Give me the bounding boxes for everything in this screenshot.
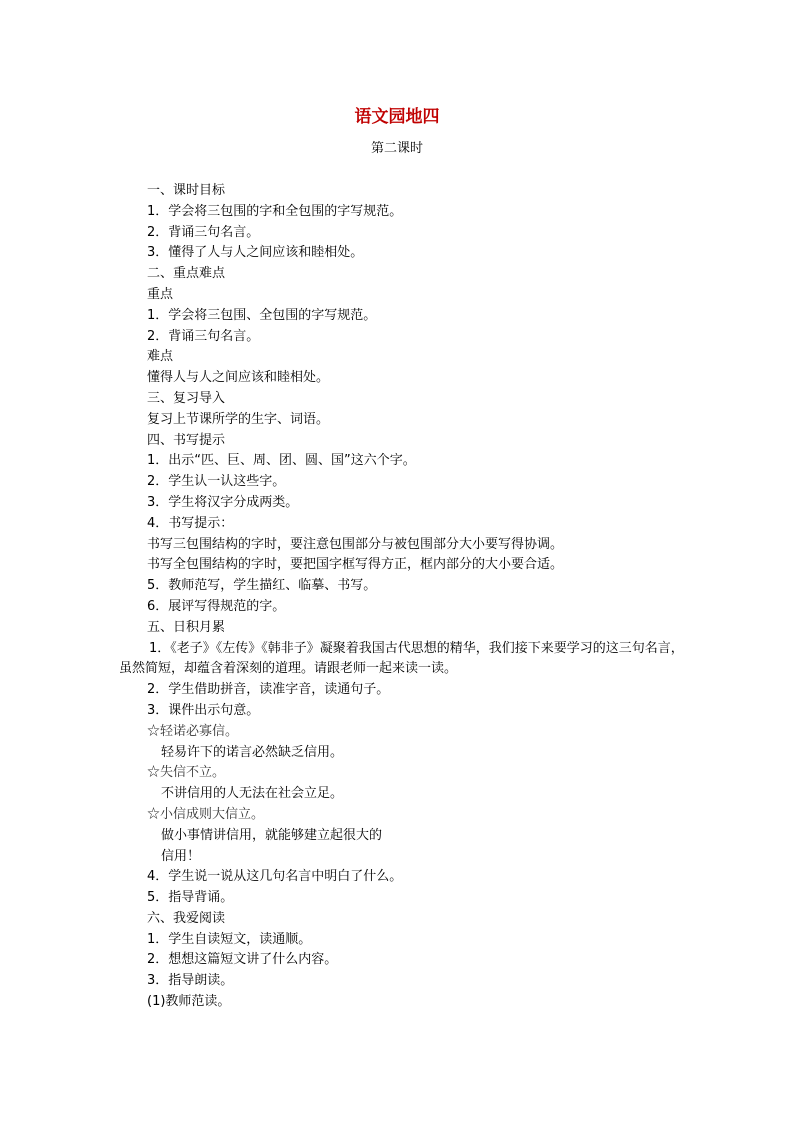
writing-tip-item: 2．学生认一认这些字。 (147, 474, 286, 490)
writing-tip-detail: 书写三包围结构的字时，要注意包围部分与被包围部分大小要写得协调。 (147, 536, 564, 552)
writing-tip-detail: 书写全包围结构的字时，要把国字框写得方正，框内部分的大小要合适。 (147, 557, 564, 573)
objective-item: 1．学会将三包围的字和全包围的字写规范。 (147, 203, 403, 219)
quote-item: ☆轻诺必寡信。 (147, 723, 239, 739)
key-point-item: 1．学会将三包围、全包围的字写规范。 (147, 307, 377, 323)
key-point-item: 2．背诵三句名言。 (147, 328, 260, 344)
difficulty-item: 懂得人与人之间应该和睦相处。 (147, 370, 330, 386)
subheading-difficulty: 难点 (147, 349, 174, 365)
accumulation-item: 3．课件出示句意。 (147, 702, 260, 718)
writing-tip-item: 1．出示“匹、巨、周、团、圆、国”这六个字。 (147, 453, 416, 469)
accumulation-item: 5．指导背诵。 (147, 890, 234, 906)
section-heading-objectives: 一、课时目标 (147, 183, 226, 198)
quote-meaning: 做小事情讲信用，就能够建立起很大的 (161, 827, 383, 843)
writing-tip-item: 3．学生将汉字分成两类。 (147, 494, 299, 510)
writing-tip-item: 4．书写提示： (147, 515, 234, 531)
accumulation-item: 1．《老子》《左传》《韩非子》凝聚着我国古代思想的精华，我们接下来要学习的这三句名言，虽然简短，却蕴含着深刻的道理。请跟老师一起来读一读。 (119, 640, 684, 677)
objective-item: 2．背诵三句名言。 (147, 224, 260, 240)
page-subtitle: 第二课时 (370, 141, 423, 156)
writing-tip-item: 6．展评写得规范的字。 (147, 598, 286, 614)
review-item: 复习上节课所学的生字、词语。 (147, 411, 330, 427)
quote-item: ☆失信不立。 (147, 765, 226, 781)
objective-item: 3．懂得了人与人之间应该和睦相处。 (147, 245, 364, 261)
reading-item: 3．指导朗读。 (147, 973, 234, 989)
reading-item: 1．学生自读短文，读通顺。 (147, 931, 312, 947)
section-heading-writing-tips: 四、书写提示 (147, 432, 226, 448)
writing-tip-item: 5．教师范写，学生描红、临摹、书写。 (147, 578, 377, 594)
section-heading-review: 三、复习导入 (147, 390, 226, 406)
quote-meaning: 轻易许下的诺言必然缺乏信用。 (161, 744, 344, 760)
reading-item: 2．想想这篇短文讲了什么内容。 (147, 952, 338, 968)
section-heading-reading: 六、我爱阅读 (147, 910, 226, 926)
document-body (119, 181, 687, 1013)
quote-meaning: 不讲信用的人无法在社会立足。 (161, 786, 344, 802)
quote-meaning: 信用！ (161, 848, 201, 864)
page-title: 语文园地四 (354, 107, 440, 127)
quote-item: ☆小信成则大信立。 (147, 806, 265, 822)
subheading-key-points: 重点 (147, 286, 174, 302)
section-heading-key-points: 二、重点难点 (147, 266, 226, 282)
reading-subitem: (1)教师范读。 (147, 994, 231, 1010)
accumulation-item: 2．学生借助拼音，读准字音，读通句子。 (147, 682, 390, 698)
section-heading-accumulation: 五、日积月累 (147, 619, 226, 635)
accumulation-item: 4．学生说一说从这几句名言中明白了什么。 (147, 869, 403, 885)
